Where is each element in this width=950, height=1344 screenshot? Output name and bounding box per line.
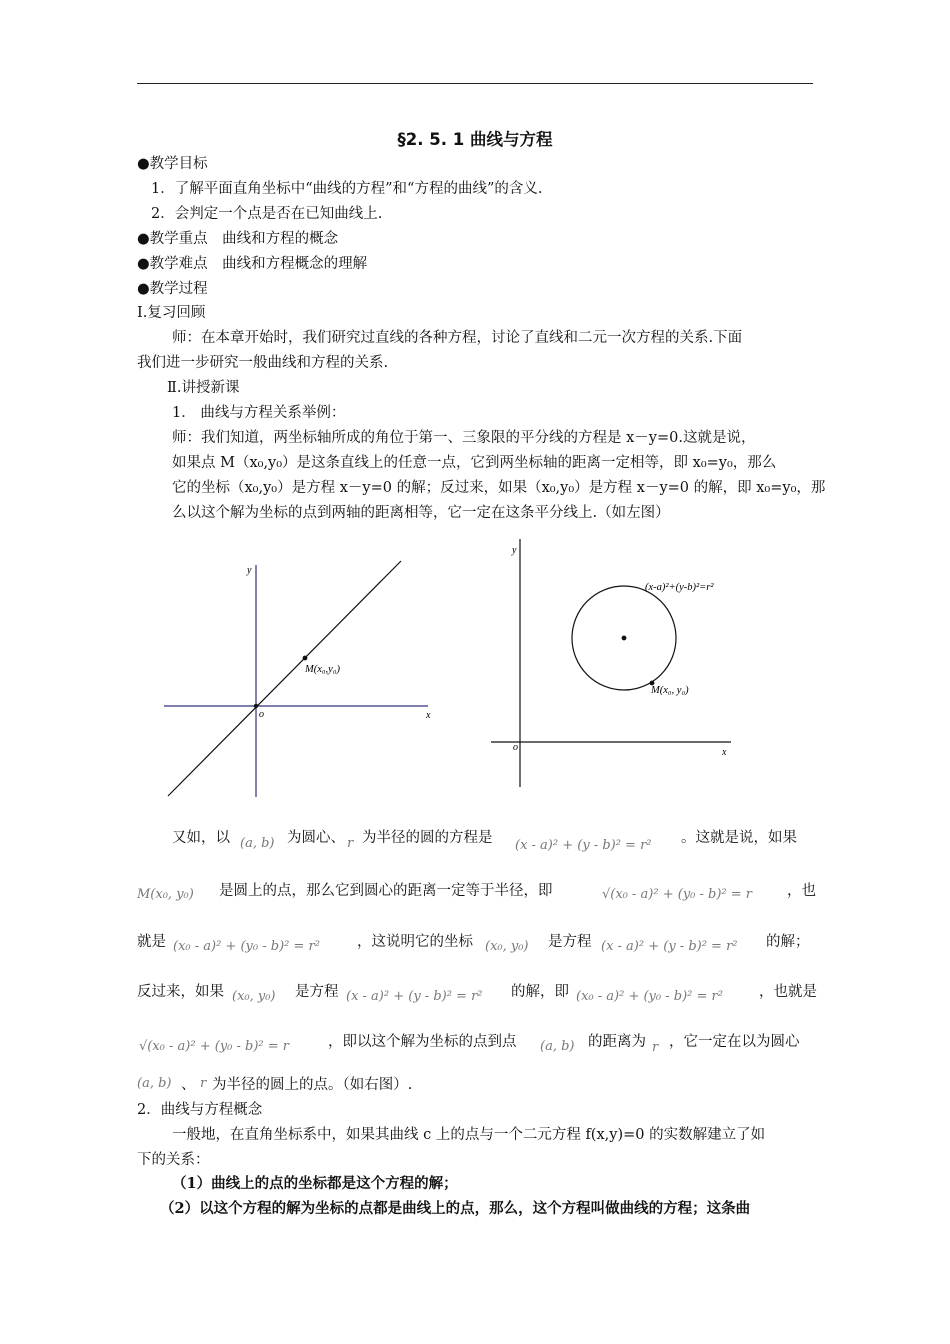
objective-item-2: 2．会判定一个点是否在已知曲线上. xyxy=(151,206,383,222)
review-heading: Ⅰ.复习回顾 xyxy=(137,305,206,321)
example-line-3: 它的坐标（x₀,y₀）是方程 x－y=0 的解；反过来，如果（x₀,y₀）是方程 x－y=0 的解，即 x₀=y₀，那 xyxy=(172,480,826,496)
circle-text-4b: 是方程 xyxy=(295,984,339,1000)
page-title: §2. 5. 1 曲线与方程 xyxy=(397,130,553,149)
key-point: ●教学重点 曲线和方程的概念 xyxy=(137,231,339,247)
y-axis-label: y xyxy=(512,545,517,556)
coord-xy0-1: (x₀, y₀) xyxy=(485,939,529,954)
example-subheading: 1． 曲线与方程关系举例： xyxy=(172,405,346,421)
objective-item-1: 1．了解平面直角坐标中“曲线的方程”和“方程的曲线”的含义. xyxy=(151,181,543,197)
review-paragraph-line1: 师：在本章开始时，我们研究过直线的各种方程，讨论了直线和二元一次方程的关系.下面 xyxy=(172,330,743,346)
concept-heading: 2．曲线与方程概念 xyxy=(137,1102,263,1118)
example-line-4: 么以这个解为坐标的点到两轴的距离相等，它一定在这条平分线上.（如左图） xyxy=(172,505,670,521)
center-ab: (a, b) xyxy=(240,836,275,851)
concept-line-1: 一般地，在直角坐标系中，如果其曲线 c 上的点与一个二元方程 f(x,y)=0 的实数解建立了如 xyxy=(172,1127,766,1143)
circle-text-3a: 就是 xyxy=(137,934,166,950)
circle-center xyxy=(622,636,627,641)
circle-text-3c: 是方程 xyxy=(548,934,592,950)
circle-text-1c: 为半径的圆的方程是 xyxy=(362,830,493,846)
circle-text-6b: 为半径的圆上的点。（如右图）. xyxy=(212,1077,413,1093)
condition-2: （2）以这个方程的解为坐标的点都是曲线上的点，那么，这个方程叫做曲线的方程；这条曲 xyxy=(160,1200,751,1217)
circle-text-6a: 、 xyxy=(181,1077,196,1093)
point-equation-2: (x₀ - a)² + (y₀ - b)² = r² xyxy=(576,989,723,1004)
circle-equation-inline: (x - a)² + (y - b)² = r² xyxy=(515,838,652,853)
center-ab-2: (a, b) xyxy=(540,1039,575,1054)
circle-text-5b: 的距离为 xyxy=(588,1034,646,1050)
circle-figure xyxy=(485,535,745,795)
difficulty: ●教学难点 曲线和方程概念的理解 xyxy=(137,256,368,272)
radius-r-2: r xyxy=(652,1040,659,1055)
bisector-line xyxy=(168,561,401,796)
process-heading: ●教学过程 xyxy=(137,281,208,297)
condition-1: （1）曲线上的点的坐标都是这个方程的解； xyxy=(172,1175,458,1192)
radius-r: r xyxy=(347,836,354,851)
new-lesson-heading: Ⅱ.讲授新课 xyxy=(167,380,240,396)
origin-label: o xyxy=(513,742,518,753)
circle-text-2b: ，也 xyxy=(787,883,816,899)
concept-line-2: 下的关系： xyxy=(137,1152,210,1168)
point-m-label: M(x₀, y₀) xyxy=(651,685,689,696)
point-m-label: M(x₀,y₀) xyxy=(305,664,340,675)
point-equation-1: (x₀ - a)² + (y₀ - b)² = r² xyxy=(173,939,320,954)
x-axis-label: x xyxy=(426,710,431,721)
origin-point xyxy=(254,704,258,708)
example-line-1: 师：我们知道，两坐标轴所成的角位于第一、三象限的平分线的方程是 x－y=0.这就是说， xyxy=(172,430,756,446)
circle-text-3d: 的解； xyxy=(766,934,810,950)
point-m xyxy=(303,656,308,661)
circle-text-4d: ，也就是 xyxy=(759,984,817,1000)
point-m0: M(x₀, y₀) xyxy=(137,887,194,902)
circle-text-1a: 又如，以 xyxy=(172,830,230,846)
coord-xy0-2: (x₀, y₀) xyxy=(232,989,276,1004)
circle-text-5c: ，它一定在以为圆心 xyxy=(669,1034,800,1050)
example-line-2: 如果点 M（x₀,y₀）是这条直线上的任意一点，它到两坐标轴的距离一定相等，即 x₀=y₀，那么 xyxy=(172,455,777,471)
circle-text-1b: 为圆心、 xyxy=(287,830,345,846)
circle-text-1d: 。这就是说，如果 xyxy=(681,830,797,846)
circle-equation: (x-a)²+(y-b)²=r² xyxy=(645,582,714,593)
circle-text-4a: 反过来，如果 xyxy=(137,984,224,1000)
distance-formula: √(x₀ - a)² + (y₀ - b)² = r xyxy=(602,887,753,902)
origin-label: o xyxy=(259,709,264,720)
y-axis-label: y xyxy=(247,565,252,576)
circle-text-2a: 是圆上的点，那么它到圆心的距离一定等于半径，即 xyxy=(219,883,553,899)
distance-formula-2: √(x₀ - a)² + (y₀ - b)² = r xyxy=(139,1039,290,1054)
line-figure xyxy=(160,555,450,805)
circle-equation-3: (x - a)² + (y - b)² = r² xyxy=(346,989,483,1004)
center-ab-3: (a, b) xyxy=(137,1076,172,1091)
x-axis-label: x xyxy=(722,747,727,758)
review-paragraph-line2: 我们进一步研究一般曲线和方程的关系. xyxy=(137,355,389,371)
header-rule xyxy=(137,83,813,84)
radius-r-3: r xyxy=(200,1076,207,1091)
circle-text-5a: ，即以这个解为坐标的点到点 xyxy=(328,1034,517,1050)
objectives-heading: ●教学目标 xyxy=(137,156,208,172)
circle-equation-2: (x - a)² + (y - b)² = r² xyxy=(601,939,738,954)
circle-text-4c: 的解，即 xyxy=(511,984,569,1000)
circle-text-3b: ，这说明它的坐标 xyxy=(357,934,473,950)
